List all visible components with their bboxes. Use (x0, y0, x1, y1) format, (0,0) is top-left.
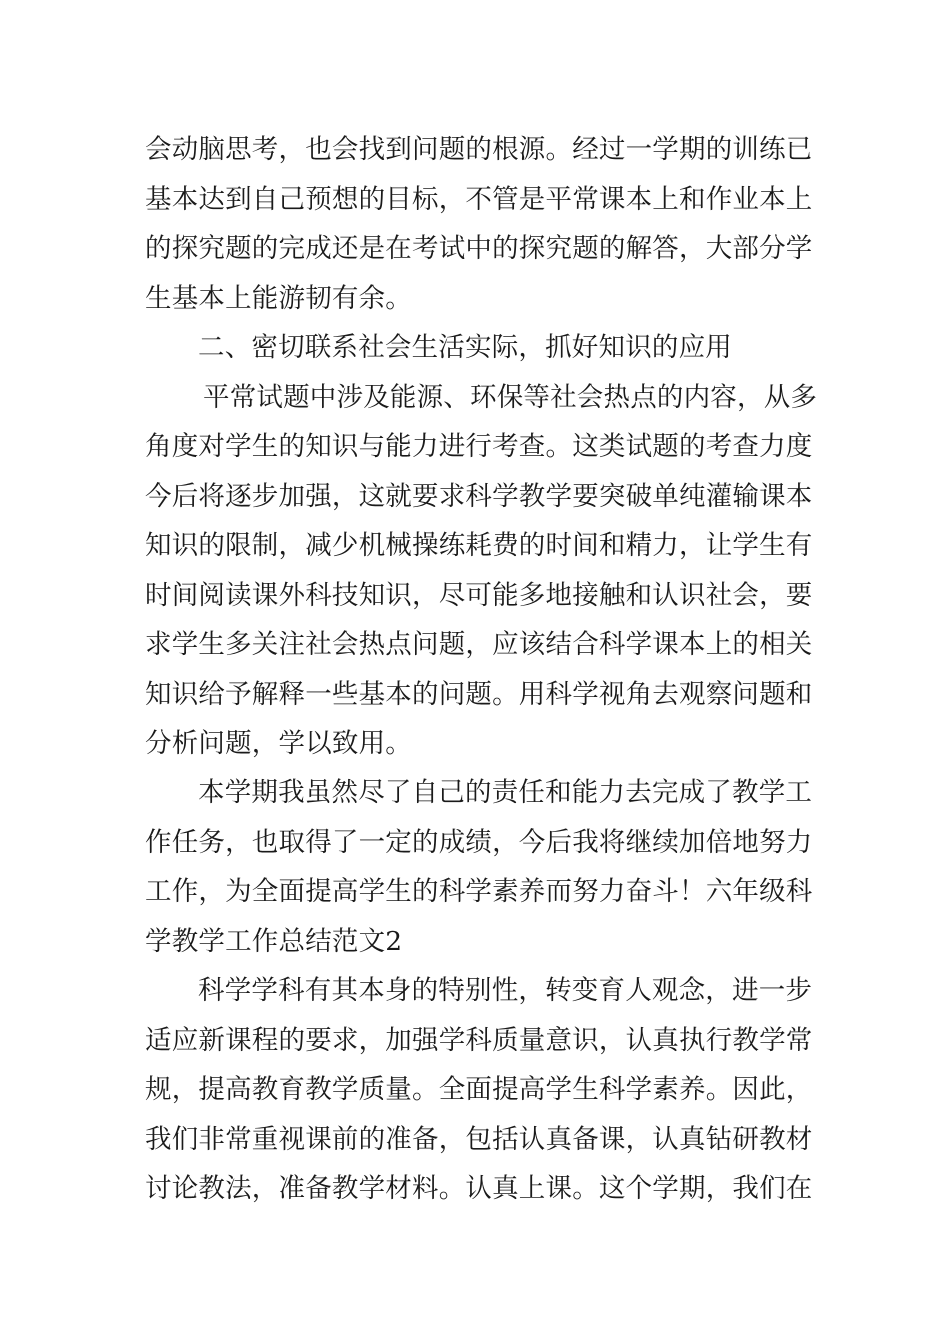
text-line: 讨论教法，准备教学材料。认真上课。这个学期，我们在 (145, 1173, 813, 1204)
text-line: 科学学科有其本身的特别性，转变育人观念，进一步 (198, 975, 813, 1006)
text-line: 本学期我虽然尽了自己的责任和能力去完成了教学工 (198, 777, 813, 808)
text-line: 学教学工作总结范文2 (145, 926, 403, 957)
text-line: 分析问题，学以致用。 (145, 728, 412, 759)
text-line: 今后将逐步加强，这就要求科学教学要突破单纯灌输课本 (145, 481, 813, 512)
text-line: 的探究题的完成还是在考试中的探究题的解答，大部分学 (145, 233, 813, 264)
text-line: 时间阅读课外科技知识，尽可能多地接触和认识社会，要 (145, 580, 813, 611)
text-line: 知识给予解释一些基本的问题。用科学视角去观察问题和 (145, 679, 813, 710)
text-line: 作任务，也取得了一定的成绩，今后我将继续加倍地努力 (145, 827, 813, 858)
text-line: 生基本上能游韧有余。 (145, 283, 412, 314)
text-line: 规，提高教育教学质量。全面提高学生科学素养。因此， (145, 1074, 813, 1105)
text-line: 基本达到自己预想的目标，不管是平常课本上和作业本上 (145, 184, 813, 215)
text-line: 我们非常重视课前的准备，包括认真备课，认真钻研教材 (145, 1124, 813, 1155)
text-line: 知识的限制，减少机械操练耗费的时间和精力，让学生有 (145, 530, 813, 561)
text-line: 角度对学生的知识与能力进行考查。这类试题的考查力度 (145, 431, 813, 462)
text-line: 平常试题中涉及能源、环保等社会热点的内容，从多 (203, 382, 818, 413)
text-line: 工作，为全面提高学生的科学素养而努力奋斗！六年级科 (145, 876, 813, 907)
text-line: 会动脑思考，也会找到问题的根源。经过一学期的训练已 (145, 134, 813, 165)
text-line: 适应新课程的要求，加强学科质量意识，认真执行教学常 (145, 1025, 813, 1056)
section-heading: 二、密切联系社会生活实际，抓好知识的应用 (198, 332, 732, 363)
text-line: 求学生多关注社会热点问题，应该结合科学课本上的相关 (145, 629, 813, 660)
